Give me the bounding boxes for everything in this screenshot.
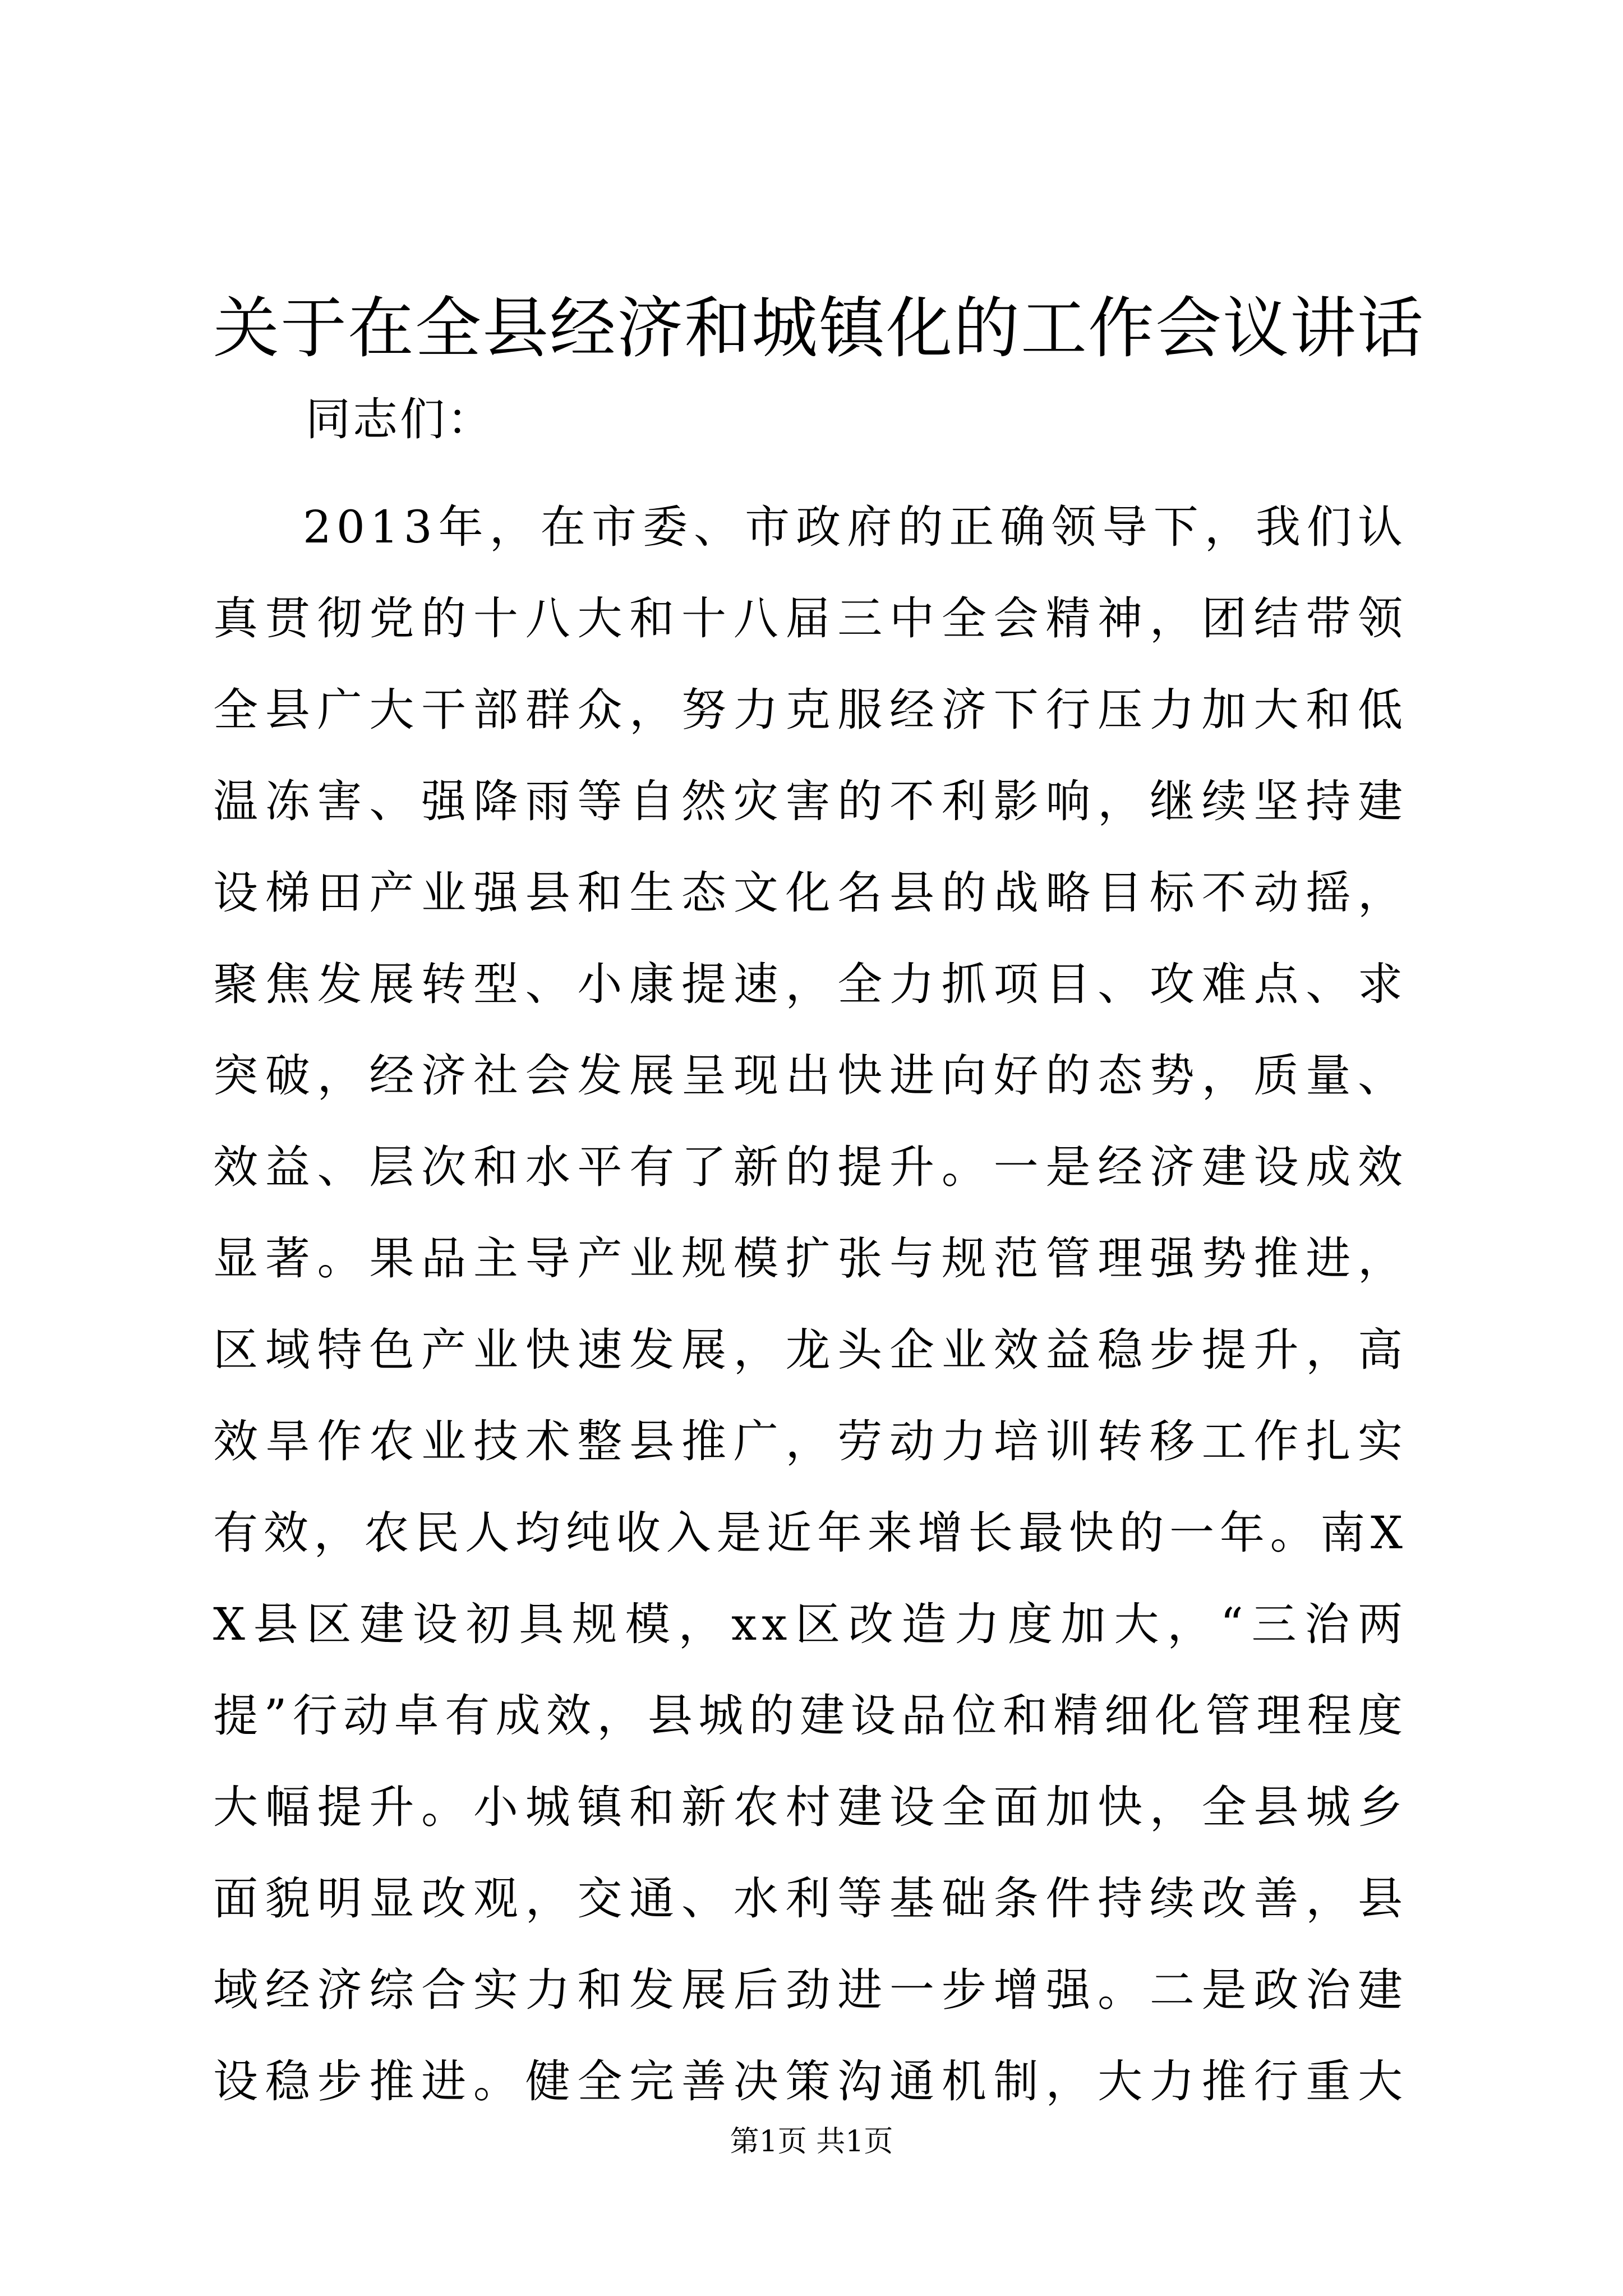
body-paragraph: 2013年，在市委、市政府的正确领导下，我们认真贯彻党的十八大和十八届三中全会精神，团结带领全县广大干部群众，努力克服经济下行压力加大和低温冻害、强降雨等自然灾害的不利影响，继续坚持建设梯田产业强县和生态文化名县的战略目标不动摇，聚焦发展转型、小康提速，全力抓项目、攻难点、求突破，经济社会发展呈现出快进向好的态势，质量、效益、层次和水平有了新的提升。一是经济建设成效显著。果品主导产业规模扩张与规范管理强势推进，区域特色产业快速发展，龙头企业效益稳步提升，高效旱作农业技术整县推广，劳动力培训转移工作扎实有效，农民人均纯收入是近年来增长最快的一年。南XX县区建设初具规模，xx区改造力度加大，“三治两提”行动卓有成效，县城的建设品位和精细化管理程度大幅提升。小城镇和新农村建设全面加快，全县城乡面貌明显改观，交通、水利等基础条件持续改善，县域经济综合实力和发展后劲进一步增强。二是政治建设稳步推进。健全完善决策沟通机制，大力推行重大 [213, 501, 1408, 2108]
document-title: 关于在全县经济和城镇化的工作会议讲话 [213, 289, 1425, 367]
greeting-line: 同志们： [306, 393, 494, 445]
page-footer: 第1页 共1页 [730, 2125, 893, 2159]
